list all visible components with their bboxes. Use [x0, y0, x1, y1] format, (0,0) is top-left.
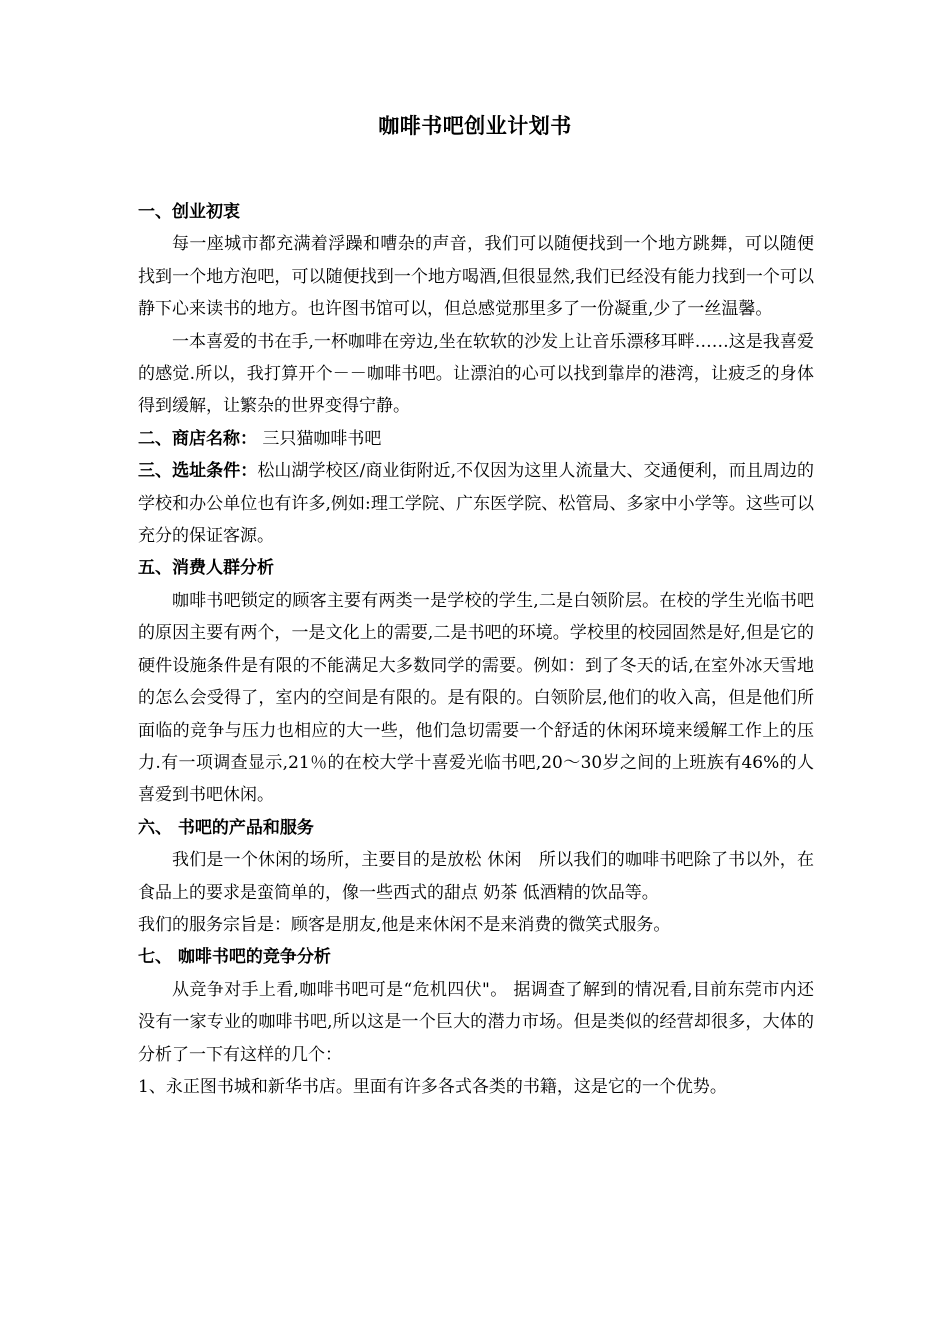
section-store-name — [138, 423, 814, 455]
paragraph-customers-1: 咖啡书吧锁定的顾客主要有两类一是学校的学生,二是白领阶层。在校的学生光临书吧的原因主要有两个，一是文化上的需要,二是书吧的环境。学校里的校园固然是好,但是它的硬件设施条件是有限的不能满足大多数同学的需要。例如：到了冬天的话,在室外冰天雪地的怎么会受得了，室内的空间是有限的。是有限的。白领阶层,他们的收入高，但是他们所面临的竞争与压力也相应的大一些，他们急切需要一个舒适的休闲环境来缓解工作上的压力.有一项调查显示,21％的在校大学十喜爱光临书吧,20～30岁之间的上班族有46%的人喜爱到书吧休闲。 — [138, 590, 814, 806]
section-location — [138, 455, 814, 552]
section-heading-competition: 七、 咖啡书吧的竞争分析 — [138, 947, 331, 968]
section-heading-products: 六、 书吧的产品和服务 — [138, 817, 314, 838]
paragraph-competition-1: 从竞争对手上看,咖啡书吧可是“危机四伏"。 据调查了解到的情况看,目前东莞市内还没有一家专业的咖啡书吧,所以这是一个巨大的潜力市场。但是类似的经营却很多，大体的分析了一下有这样的几个： — [138, 979, 814, 1065]
document-body — [138, 196, 814, 1103]
document-title: 咖啡书吧创业计划书 — [378, 113, 572, 138]
location-text: 松山湖学校区/商业街附近,不仅因为这里人流量大、交通便利，而且周边的学校和办公单位也有许多,例如:理工学院、广东医学院、松管局、多家中小学等。这些可以充分的保证客源。 — [138, 461, 814, 547]
paragraph-products-2: 我们的服务宗旨是：顾客是朋友,他是来休闲不是来消费的微笑式服务。 — [138, 914, 671, 935]
section-heading-customers: 五、消费人群分析 — [138, 558, 274, 579]
section-heading-store-name: 二、商店名称： — [138, 428, 257, 449]
store-name-value: 三只猫咖啡书吧 — [262, 428, 382, 449]
section-heading-location: 三、选址条件： — [138, 461, 258, 482]
paragraph-motivation-1: 每一座城市都充满着浮躁和嘈杂的声音，我们可以随便找到一个地方跳舞，可以随便找到一个地方泡吧，可以随便找到一个地方喝酒,但很显然,我们已经没有能力找到一个可以静下心来读书的地方。也许图书馆可以，但总感觉那里多了一份凝重,少了一丝温馨。 — [138, 234, 814, 320]
section-heading-motivation: 一、创业初衷 — [138, 202, 240, 222]
paragraph-products-1: 我们是一个休闲的场所，主要目的是放松 休闲 所以我们的咖啡书吧除了书以外，在食品上的要求是蛮简单的，像一些西式的甜点 奶茶 低酒精的饮品等。 — [138, 850, 814, 903]
paragraph-motivation-2: 一本喜爱的书在手,一杯咖啡在旁边,坐在软软的沙发上让音乐漂移耳畔……这是我喜爱的感觉.所以，我打算开个－－咖啡书吧。让漂泊的心可以找到靠岸的港湾，让疲乏的身体得到缓解，让繁杂的世界变得宁静。 — [138, 331, 814, 417]
paragraph-competition-2: 1、永正图书城和新华书店。里面有许多各式各类的书籍，这是它的一个优势。 — [138, 1076, 727, 1097]
